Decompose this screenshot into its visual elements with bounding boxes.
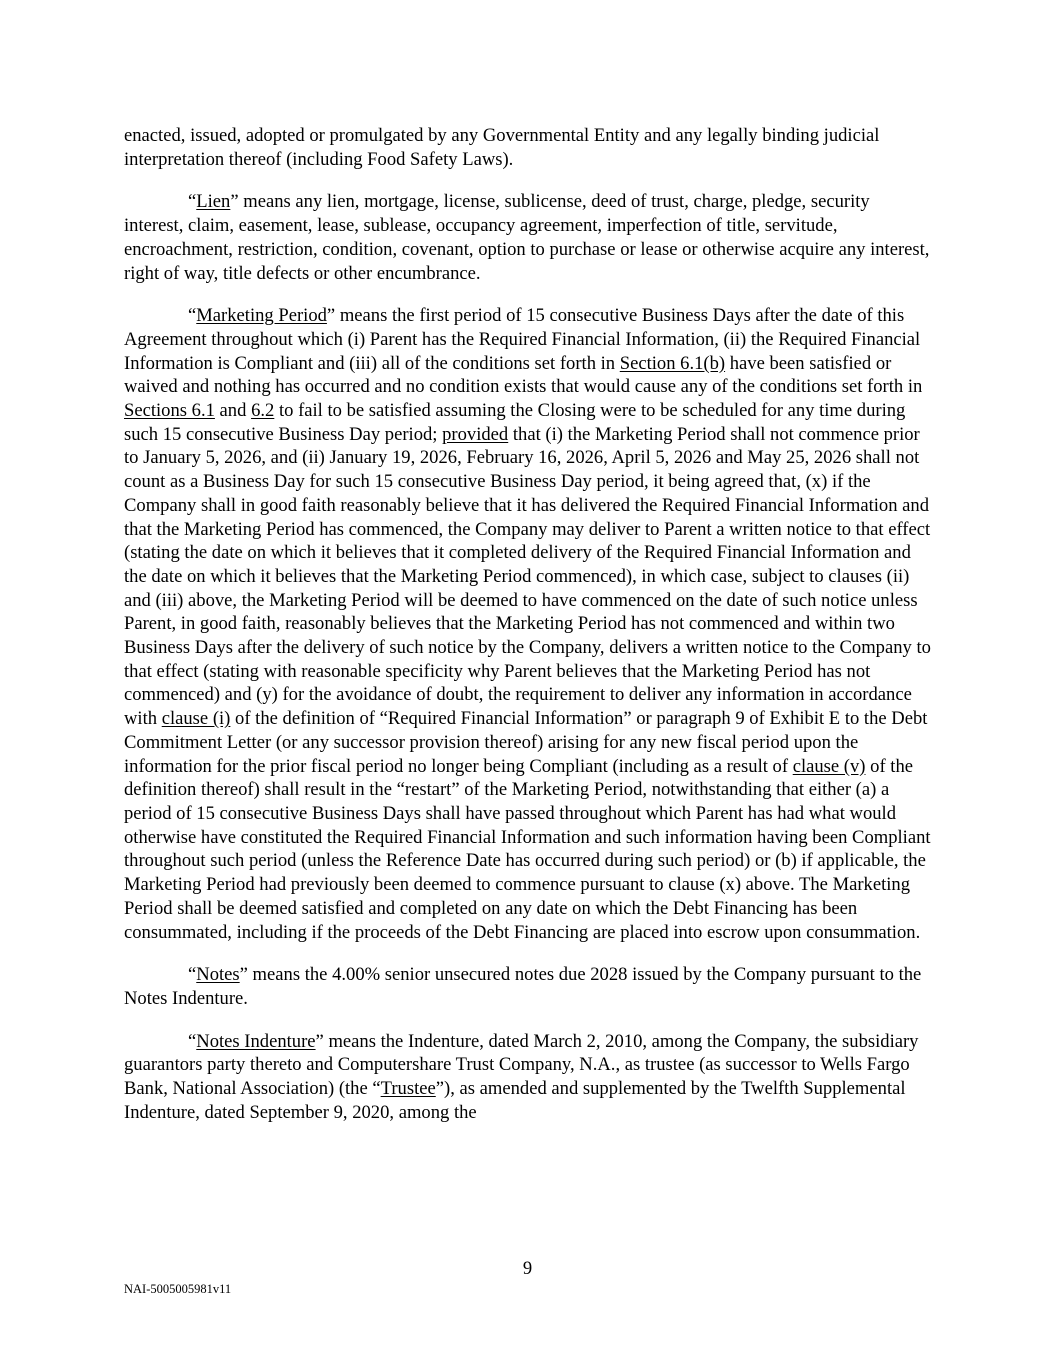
section-reference: Sections 6.1 — [124, 400, 215, 422]
definition-text: ”), as amended and supplemented by the Twelfth Supplemental Indenture, dated September 9, 2020, among the — [124, 1078, 906, 1123]
definition-text: that (i) the Marketing Period shall not commence prior to January 5, 2026, and (ii) January 19, 2026, February 16, 2026, April 5, 2026 and May 25, 2026 shall not count as a Business Day for such 15 consecutive Business Day period, it being agreed that, (x) if the Company shall in good faith reasonably believe that it has delivered the Required Financial Information and that the Marketing Period has commenced, the Company may deliver to Parent a written notice to that effect (stating the date on which it believes that it completed delivery of the Required Financial Information and the date on which it believes that the Marketing Period commenced), in which case, subject to clauses (ii) and (iii) above, the Marketing Period will be deemed to have commenced on the date of such notice unless Parent, in good faith, reasonably believes that the Marketing Period has not commenced and within two Business Days after the delivery of such notice by the Company, delivers a written notice to the Company to that effect (stating with reasonable specificity why Parent believes that the Marketing Period has not commenced) and (y) for the avoidance of doubt, the requirement to deliver any information in accordance with — [124, 423, 931, 730]
defined-term: Marketing Period — [196, 305, 327, 327]
section-reference: 6.2 — [251, 400, 275, 422]
page-number: 9 — [522, 1258, 533, 1279]
definition-text: ” means the first period of 15 consecutive Business Days after the date of this Agreement throughout which (i) Parent has the Required Financial Information, (ii) the Required Financial Information is Compliant and (iii) all of the conditions set forth in — [124, 305, 921, 374]
definition-text: ” means any lien, mortgage, license, sublicense, deed of trust, charge, pledge, security interest, claim, easement, lease, sublease, occupancy agreement, imperfection of title, servitude, encroachment, restriction, condition, covenant, option to purchase or lease or otherwise acquire any interest, right of way, title defects or other encumbrance. — [124, 191, 930, 284]
document-body — [124, 124, 932, 1143]
defined-term: Notes — [196, 964, 240, 986]
clause-reference: clause (v) — [792, 755, 866, 777]
defined-term: Notes Indenture — [196, 1030, 316, 1052]
proviso-term: provided — [442, 423, 509, 445]
definition-text: and — [214, 400, 252, 422]
open-quote: “ — [188, 191, 197, 213]
open-quote: “ — [188, 305, 197, 327]
open-quote: “ — [188, 1030, 197, 1052]
open-quote: “ — [188, 964, 197, 986]
paragraph-continuation — [124, 124, 932, 171]
definition-text: of the definition of “Required Financial Information” or paragraph 9 of Exhibit E to the Debt Commitment Letter (or any successor provision thereof) arising for any new fiscal period upon the information for the prior fiscal period no longer being Compliant (including as a result of — [124, 708, 928, 777]
section-reference: Section 6.1(b) — [619, 352, 726, 374]
definition-text: to fail to be satisfied assuming the Closing were to be scheduled for any time during such 15 consecutive Business Day period; — [124, 400, 906, 445]
definition-notes-indenture — [124, 1030, 932, 1125]
definition-text: of the definition thereof) shall result in the “restart” of the Marketing Period, notwithstanding that either (a) a period of 15 consecutive Business Days shall have passed throughout which Parent has had what would otherwise have constituted the Required Financial Information and such information having been Compliant throughout such period (unless the Reference Date has occurred during such period) or (b) if applicable, the Marketing Period had previously been deemed to commence pursuant to clause (x) above. The Marketing Period shall be deemed satisfied and completed on any date on which the Debt Financing has been consummated, including if the proceeds of the Debt Financing are placed into escrow upon consummation. — [124, 755, 931, 943]
clause-reference: clause (i) — [161, 708, 231, 730]
document-id: NAI-5005005981v11 — [124, 1282, 232, 1296]
defined-term: Trustee — [380, 1078, 436, 1100]
paragraph-text: enacted, issued, adopted or promulgated by any Governmental Entity and any legally binding judicial interpretation thereof (including Food Safety Laws). — [124, 125, 880, 170]
definition-lien — [124, 190, 932, 285]
definition-text: ” means the 4.00% senior unsecured notes due 2028 issued by the Company pursuant to the Notes Indenture. — [124, 964, 922, 1009]
definition-text: ” means the Indenture, dated March 2, 2010, among the Company, the subsidiary guarantors party thereto and Computershare Trust Company, N.A., as trustee (as successor to Wells Fargo Bank, National Association) (the “ — [124, 1030, 919, 1100]
definition-text: have been satisfied or waived and nothing has occurred and no condition exists that would cause any of the conditions set forth in — [124, 352, 923, 398]
definition-notes — [124, 963, 932, 1010]
definition-marketing-period — [124, 304, 932, 944]
defined-term: Lien — [196, 191, 231, 213]
